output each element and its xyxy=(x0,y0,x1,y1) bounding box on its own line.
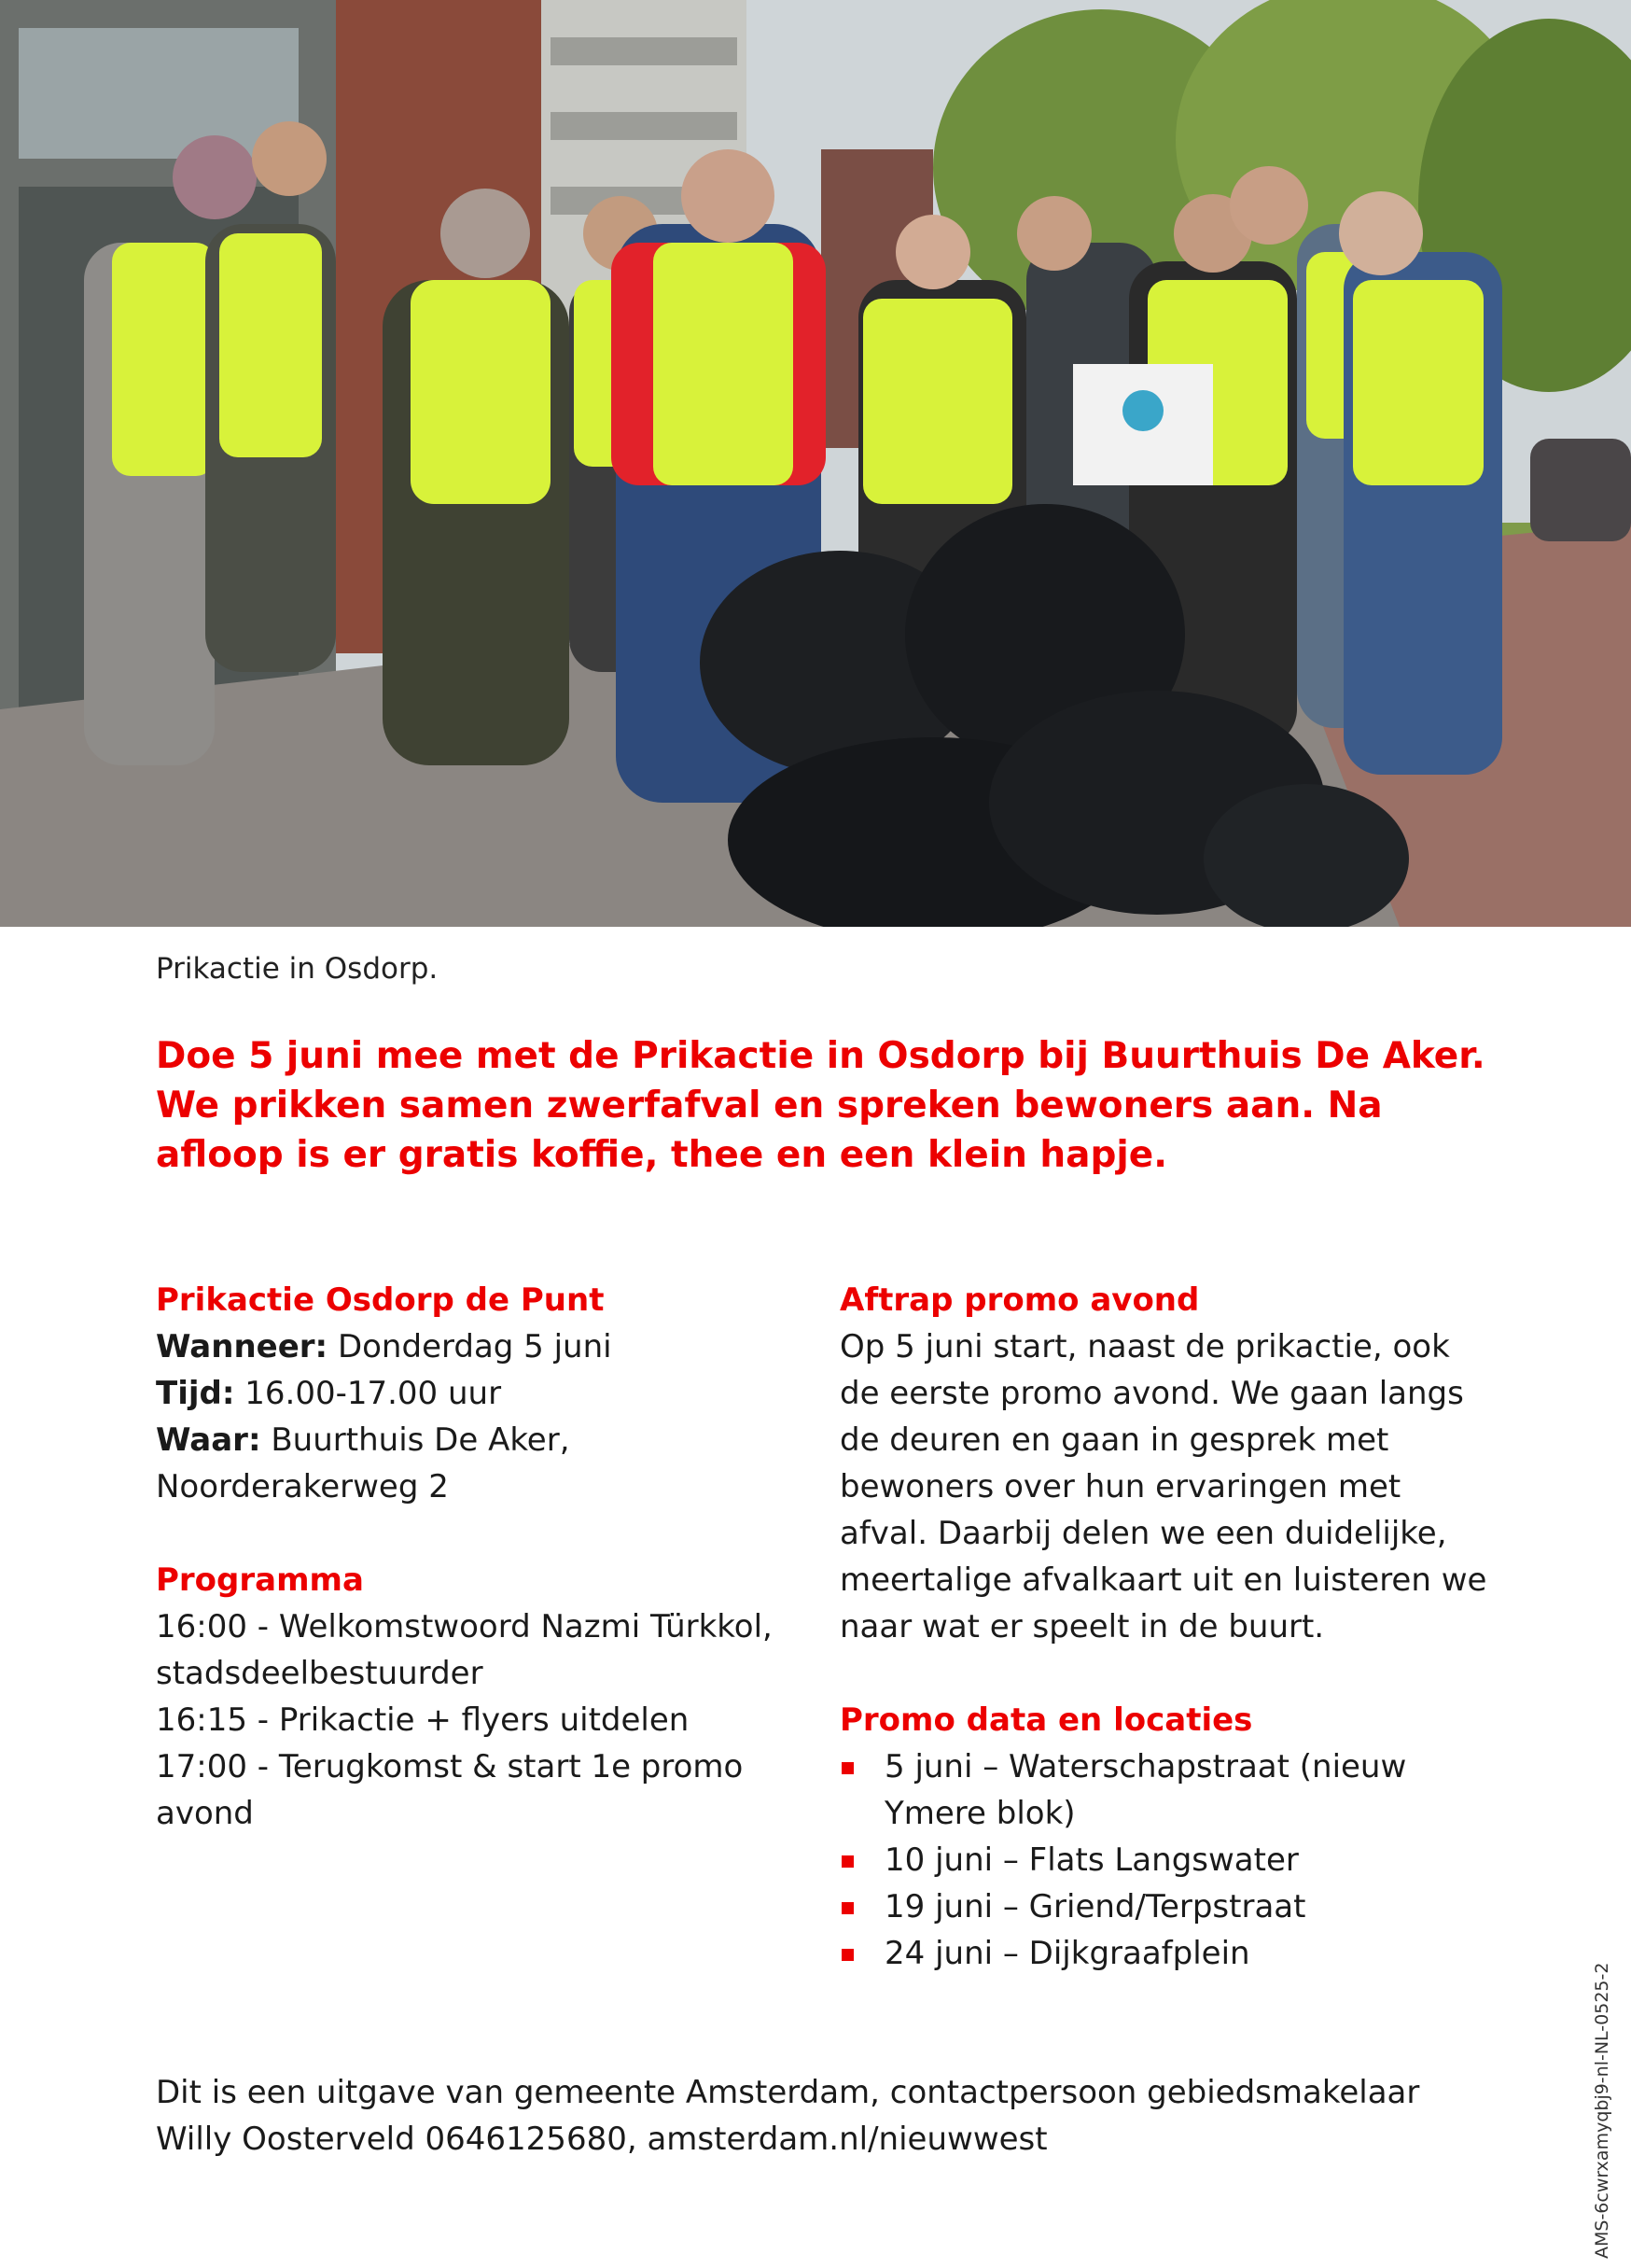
document-code-text: AMS-6cwrxamyqbj9-nl-NL-0525-2 xyxy=(1592,1962,1612,2259)
promo-list xyxy=(840,1743,1493,1977)
volunteers-photo-illustration xyxy=(0,0,1631,927)
when-value: Donderdag 5 juni xyxy=(337,1328,612,1365)
event-time xyxy=(156,1370,800,1417)
promo-list-item: 24 juni – Dijkgraafplein xyxy=(840,1930,1493,1977)
publisher-footer xyxy=(156,2069,1509,2163)
promo-title: Promo data en locaties xyxy=(840,1701,1253,1739)
kickoff-title: Aftrap promo avond xyxy=(840,1281,1200,1319)
time-label: Tijd: xyxy=(156,1375,235,1412)
group-photo xyxy=(0,0,1631,927)
where-value: Buurthuis De Aker, xyxy=(271,1421,570,1459)
program-item: 17:00 - Terugkomst & start 1e promo avond xyxy=(156,1748,744,1832)
when-label: Wanneer: xyxy=(156,1328,328,1365)
lead-paragraph: Doe 5 juni mee met de Prikactie in Osdorp bij Buurthuis De Aker. We prikken samen zwerfafval en spreken bewoners aan. Na afloop is er gratis koffie, thee en een klein hapje. xyxy=(156,1035,1485,1176)
program-item: 16:15 - Prikactie + flyers uitdelen xyxy=(156,1701,690,1739)
kickoff-body: Op 5 juni start, naast de prikactie, ook de eerste promo avond. We gaan langs de deuren en gaan in gesprek met bewoners over hun ervaringen met afval. Daarbij delen we een duidelijke, meertalige afvalkaart uit en luisteren we naar wat er speelt in de buurt. xyxy=(840,1328,1487,1645)
where-label: Waar: xyxy=(156,1421,261,1459)
program-item: 16:00 - Welkomstwoord Nazmi Türkkol, stadsdeelbestuurder xyxy=(156,1608,773,1692)
event-where xyxy=(156,1417,800,1463)
footer-line-2: Willy Oosterveld 0646125680, amsterdam.nl/nieuwwest xyxy=(156,2121,1048,2158)
program-title: Programma xyxy=(156,1561,364,1599)
event-when xyxy=(156,1323,800,1370)
photo-caption: Prikactie in Osdorp. xyxy=(156,952,439,986)
promo-list-item: 5 juni – Waterschapstraat (nieuw Ymere blok) xyxy=(840,1743,1493,1837)
left-column xyxy=(156,1277,800,1837)
promo-list-item: 10 juni – Flats Langswater xyxy=(840,1837,1493,1883)
right-column xyxy=(840,1277,1493,1977)
promo-list-item: 19 juni – Griend/Terpstraat xyxy=(840,1883,1493,1930)
event-title: Prikactie Osdorp de Punt xyxy=(156,1281,605,1319)
time-value: 16.00-17.00 uur xyxy=(244,1375,502,1412)
event-where-address: Noorderakerweg 2 xyxy=(156,1468,449,1505)
footer-line-1: Dit is een uitgave van gemeente Amsterdam, contactpersoon gebiedsmakelaar xyxy=(156,2074,1420,2111)
